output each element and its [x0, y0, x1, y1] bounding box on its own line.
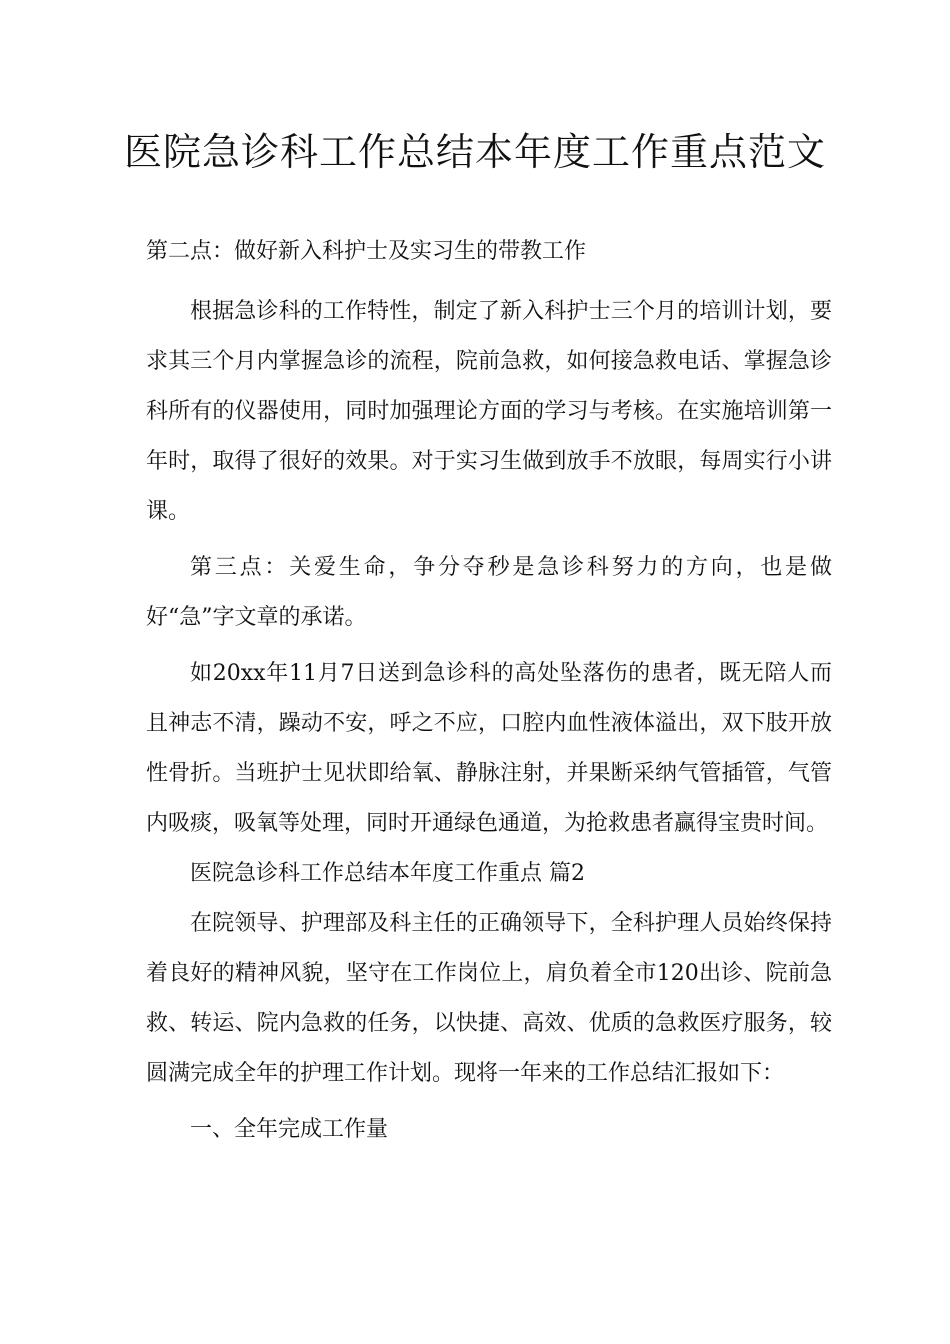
- section-heading: 医院急诊科工作总结本年度工作重点 篇2: [190, 861, 585, 886]
- document-body: [146, 237, 832, 1155]
- paragraph: 根据急诊科的工作特性，制定了新入科护士三个月的培训计划，要求其三个月内掌握急诊的流程，院前急救，如何接急救电话、掌握急诊科所有的仪器使用，同时加强理论方面的学习与考核。在实施培训第一年时，取得了很好的效果。对于实习生做到放手不放眼，每周实行小讲课。: [146, 299, 832, 524]
- paragraph: 如20xx年11月7日送到急诊科的高处坠落伤的患者，既无陪人而且神志不清，躁动不安，呼之不应，口腔内血性液体溢出，双下肢开放性骨折。当班护士见状即给氧、静脉注射，并果断采纳气管插管，气管内吸痰，吸氧等处理，同时开通绿色通道，为抢救患者赢得宝贵时间。: [146, 661, 832, 836]
- document-title: 医院急诊科工作总结本年度工作重点范文: [123, 130, 826, 174]
- section-heading: 第二点：做好新入科护士及实习生的带教工作: [146, 239, 587, 264]
- paragraph: 第三点：关爱生命，争分夺秒是急诊科努力的方向，也是做好“急”字文章的承诺。: [146, 555, 832, 630]
- section-heading: 一、全年完成工作量: [190, 1117, 389, 1142]
- paragraph: 在院领导、护理部及科主任的正确领导下，全科护理人员始终保持着良好的精神风貌，坚守在工作岗位上，肩负着全市120出诊、院前急救、转运、院内急救的任务，以快捷、高效、优质的急救医疗服务，较圆满完成全年的护理工作计划。现将一年来的工作总结汇报如下：: [146, 911, 832, 1086]
